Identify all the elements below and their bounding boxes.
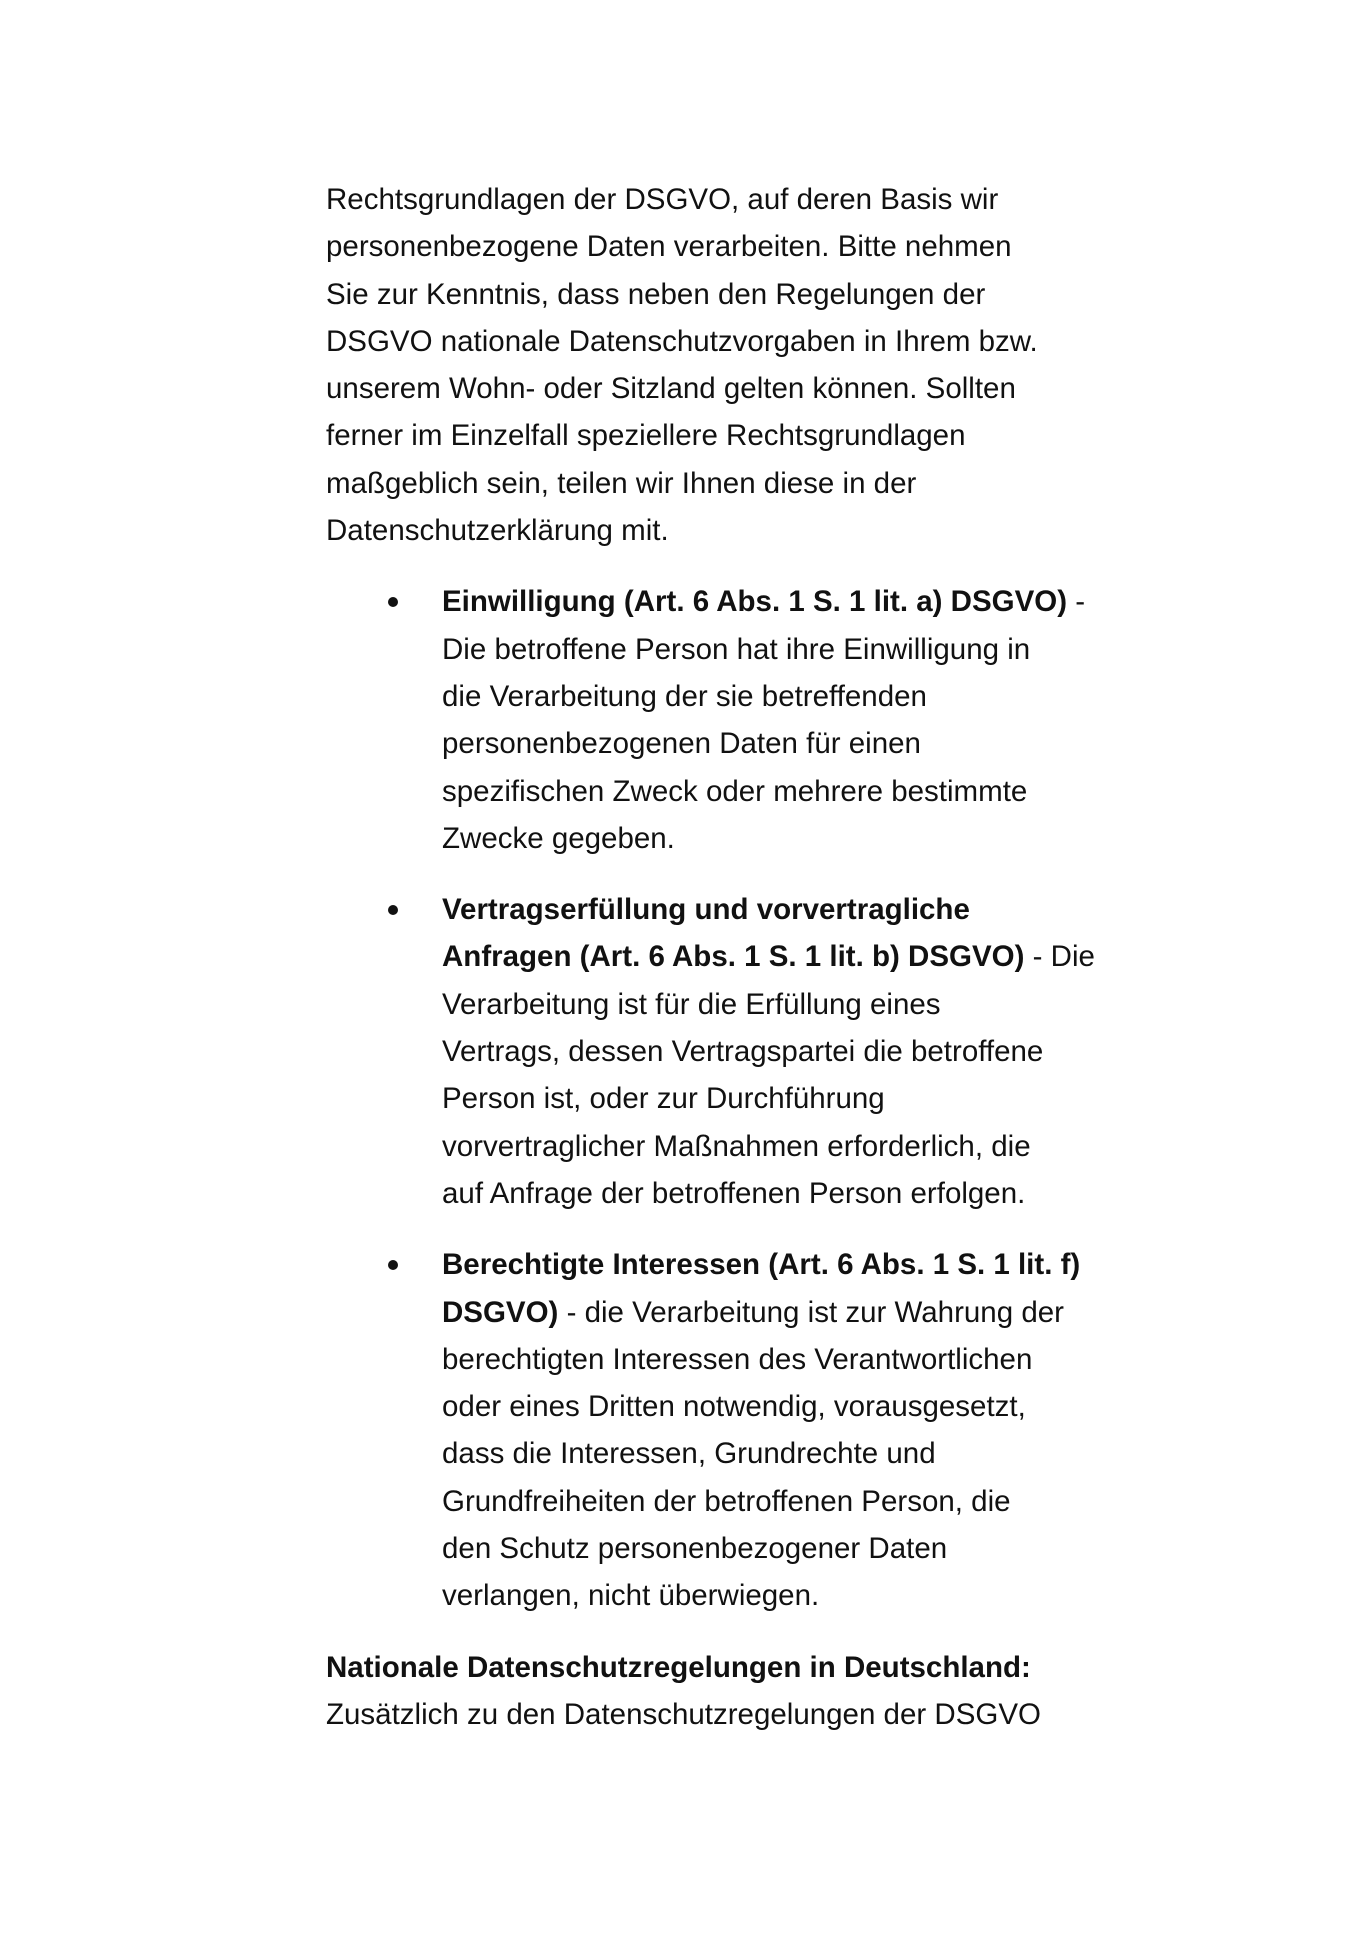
intro-line: DSGVO nationale Datenschutzvorgaben in Ihrem bzw. xyxy=(326,324,1038,358)
list-line-text: - xyxy=(1067,585,1086,619)
list-line xyxy=(442,1289,1146,1336)
list-line: Grundfreiheiten der betroffenen Person, die xyxy=(442,1484,1011,1518)
list-item-title: Einwilligung (Art. 6 Abs. 1 S. 1 lit. a) DSGVO) xyxy=(442,585,1068,619)
intro-line: maßgeblich sein, teilen wir Ihnen diese in der xyxy=(326,466,917,500)
list-item-vertragserfuellung xyxy=(326,886,1146,1217)
list-line-text: - die Verarbeitung ist zur Wahrung der xyxy=(558,1295,1064,1329)
document-page xyxy=(326,176,1146,1738)
bullet-icon xyxy=(388,1260,398,1270)
list-line: Vertrags, dessen Vertragspartei die betroffene xyxy=(442,1035,1044,1069)
list-line: berechtigten Interessen des Verantwortlichen xyxy=(442,1342,1033,1376)
list-item-title: Berechtigte Interessen (Art. 6 Abs. 1 S. 1 lit. f) xyxy=(442,1248,1081,1282)
list-item-einwilligung xyxy=(326,578,1146,862)
list-line-text: - Die xyxy=(1024,940,1095,974)
list-line: die Verarbeitung der sie betreffenden xyxy=(442,679,927,713)
list-line: Verarbeitung ist für die Erfüllung eines xyxy=(442,987,941,1021)
list-line: personenbezogenen Daten für einen xyxy=(442,727,921,761)
list-line: den Schutz personenbezogener Daten xyxy=(442,1532,948,1566)
list-line: dass die Interessen, Grundrechte und xyxy=(442,1437,936,1471)
list-line: spezifischen Zweck oder mehrere bestimmte xyxy=(442,774,1028,808)
list-line xyxy=(442,1241,1146,1288)
section-text: Zusätzlich zu den Datenschutzregelungen der DSGVO xyxy=(326,1697,1041,1731)
list-line xyxy=(442,886,1146,933)
list-line: oder eines Dritten notwendig, vorausgesetzt, xyxy=(442,1390,1026,1424)
list-line: Person ist, oder zur Durchführung xyxy=(442,1082,885,1116)
list-item-berechtigte-interessen xyxy=(326,1241,1146,1619)
list-line: Die betroffene Person hat ihre Einwilligung in xyxy=(442,632,1031,666)
intro-line: Sie zur Kenntnis, dass neben den Regelungen der xyxy=(326,277,986,311)
intro-line: personenbezogene Daten verarbeiten. Bitte nehmen xyxy=(326,230,1012,264)
list-line: auf Anfrage der betroffenen Person erfolgen. xyxy=(442,1176,1026,1210)
section-heading: Nationale Datenschutzregelungen in Deutschland: xyxy=(326,1650,1031,1684)
legal-basis-list xyxy=(326,578,1146,1619)
bullet-icon xyxy=(388,905,398,915)
intro-line: Datenschutzerklärung mit. xyxy=(326,514,669,548)
intro-line: Rechtsgrundlagen der DSGVO, auf deren Basis wir xyxy=(326,183,999,216)
list-line: Zwecke gegeben. xyxy=(442,821,675,855)
intro-paragraph xyxy=(326,176,1146,554)
list-line xyxy=(442,578,1146,625)
intro-line: unserem Wohn- oder Sitzland gelten können. Sollten xyxy=(326,372,1016,406)
list-item-title: Anfragen (Art. 6 Abs. 1 S. 1 lit. b) DSGVO) xyxy=(442,940,1025,974)
list-line: vorvertraglicher Maßnahmen erforderlich, die xyxy=(442,1129,1031,1163)
list-line: verlangen, nicht überwiegen. xyxy=(442,1579,820,1613)
list-item-title: DSGVO) xyxy=(442,1295,559,1329)
bullet-icon xyxy=(388,597,398,607)
intro-line: ferner im Einzelfall speziellere Rechtsgrundlagen xyxy=(326,419,966,453)
list-line xyxy=(442,933,1146,980)
list-item-title: Vertragserfüllung und vorvertragliche xyxy=(442,893,970,927)
